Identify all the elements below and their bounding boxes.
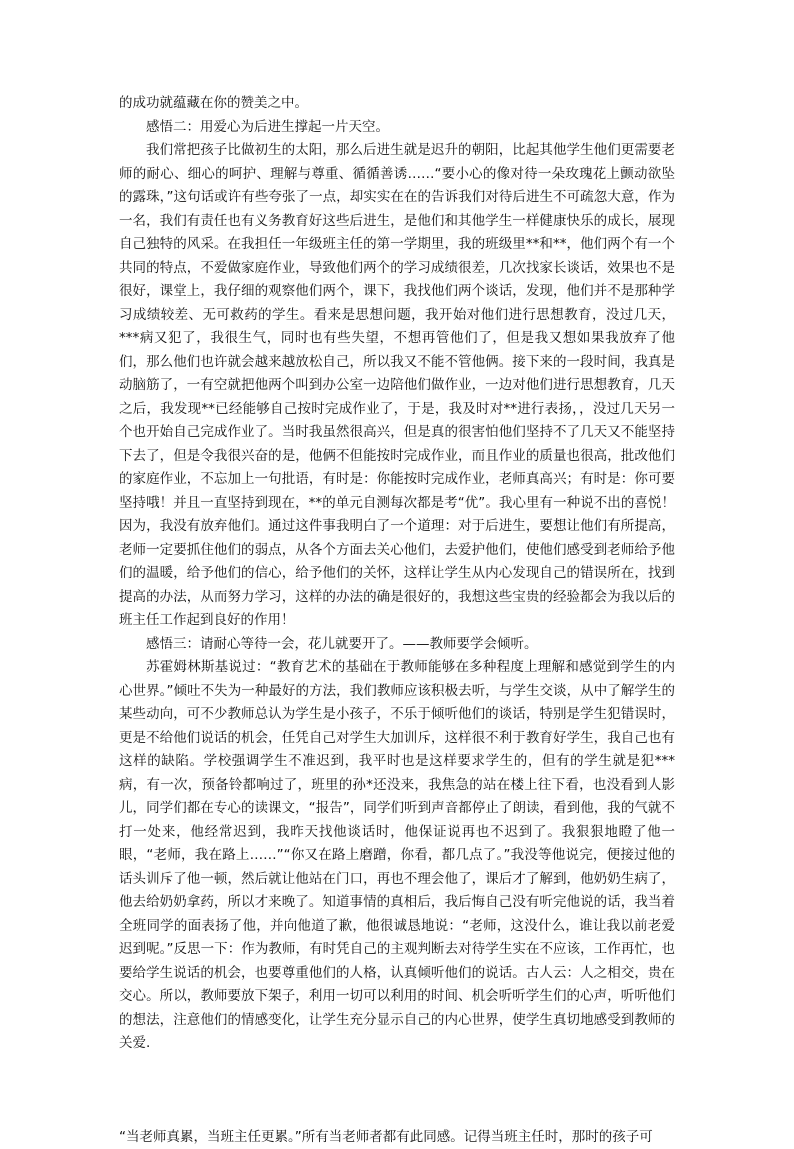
- heading-insight-two: 感悟二：用爱心为后进生撑起一片天空。: [119, 116, 675, 140]
- paragraph-intro-tail: 的成功就蕴藏在你的赞美之中。: [119, 92, 675, 116]
- document-page: [119, 92, 675, 1149]
- section-spacer: [119, 1056, 675, 1126]
- paragraph-insight-three-body: 苏霍姆林斯基说过：“教育艺术的基础在于教师能够在多种程度上理解和感觉到学生的内心世界。”倾吐不失为一种最好的方法，我们教师应该积极去听，与学生交谈，从中了解学生的某些动向，可不少教师总认为学生是小孩子，不乐于倾听他们的谈话，特别是学生犯错误时，更是不给他们说话的机会，任凭自己对学生大加训斥，这样很不利于教育好学生，我自己也有这样的缺陷。学校强调学生不准迟到，我平时也是这样要求学生的，但有的学生就是犯***病，有一次，预备铃都响过了，班里的孙*还没来，我焦急的站在楼上往下看，也没看到人影儿，同学们都在专心的读课文，“报告”，同学们听到声音都停止了朗读，看到他，我的气就不打一处来，他经常迟到，我昨天找他谈话时，他保证说再也不迟到了。我狠狠地瞪了他一眼，“老师，我在路上……”“你又在路上磨蹭，你看，都几点了。”我没等他说完，便接过他的话头训斥了他一顿，然后就让他站在门口，再也不理会他了，课后才了解到，他奶奶生病了，他去给奶奶拿药，所以才来晚了。知道事情的真相后，我后悔自己没有听完他说的话，我当着全班同学的面表扬了他，并向他道了歉，他很诚恳地说：“老师，这没什么，谁让我以前老爱迟到呢。”反思一下：作为教师，有时凭自己的主观判断去对待学生实在不应该，工作再忙，也要给学生说话的机会，也要尊重他们的人格，认真倾听他们的说话。古人云：人之相交，贵在交心。所以，教师要放下架子，利用一切可以利用的时间、机会听听学生们的心声，听听他们的想法，注意他们的情感变化，让学生充分显示自己的内心世界，使学生真切地感受到教师的关爱.: [119, 656, 675, 1056]
- paragraph-trailing: “当老师真累，当班主任更累。”所有当老师者都有此同感。记得当班主任时，那时的孩子可: [119, 1126, 675, 1149]
- heading-insight-three: 感悟三：请耐心等待一会，花儿就要开了。——教师要学会倾听。: [119, 633, 675, 657]
- paragraph-insight-two-body: 我们常把孩子比做初生的太阳，那么后进生就是迟升的朝阳，比起其他学生他们更需要老师的耐心、细心的呵护、理解与尊重、循循善诱……“要小心的像对待一朵玫瑰花上颤动欲坠的露珠，”这句话或许有些夸张了一点，却实实在在的告诉我们对待后进生不可疏忽大意，作为一名，我们有责任也有义务教育好这些后进生，是他们和其他学生一样健康快乐的成长，展现自己独特的风采。在我担任一年级班主任的第一学期里，我的班级里**和**，他们两个有一个共同的特点，不爱做家庭作业，导致他们两个的学习成绩很差，几次找家长谈话，效果也不是很好，课堂上，我仔细的观察他们两个，课下，我找他们两个谈话，发现，他们并不是那种学习成绩较差、无可救药的学生。看来是思想问题，我开始对他们进行思想教育，没过几天，***病又犯了，我很生气，同时也有些失望，不想再管他们了，但是我又想如果我放弃了他们，那么他们也许就会越来越放松自己，所以我又不能不管他俩。接下来的一段时间，我真是动脑筋了，一有空就把他两个叫到办公室一边陪他们做作业，一边对他们进行思想教育，几天之后，我发现**已经能够自己按时完成作业了，于是，我及时对**进行表扬，，没过几天另一个也开始自己完成作业了。当时我虽然很高兴，但是真的很害怕他们坚持不了几天又不能坚持下去了，但是令我很兴奋的是，他俩不但能按时完成作业，而且作业的质量也很高，批改他们的家庭作业，不忘加上一句批语，有时是：你能按时完成作业，老师真高兴；有时是：你可要坚持哦！并且一直坚持到现在，**的单元自测每次都是考“优”。我心里有一种说不出的喜悦！因为，我没有放弃他们。通过这件事我明白了一个道理：对于后进生，要想让他们有所提高，老师一定要抓住他们的弱点，从各个方面去关心他们，去爱护他们，使他们感受到老师给予他们的温暖，给予他们的信心，给予他们的关怀，这样让学生从内心发现自己的错误所在，找到提高的办法，从而努力学习，这样的办法的确是很好的，我想这些宝贵的经验都会为我以后的班主任工作起到良好的作用！: [119, 139, 675, 633]
